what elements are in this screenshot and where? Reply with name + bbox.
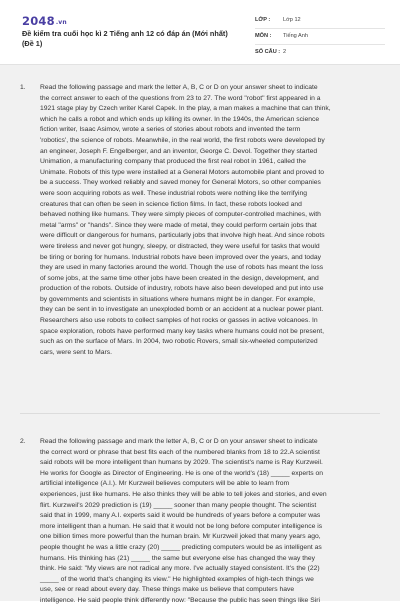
question-divider	[20, 413, 380, 414]
meta-key: LỚP :	[255, 17, 271, 23]
meta-row-class	[255, 12, 385, 29]
question-number: 1.	[20, 84, 26, 91]
question-text: Read the following passage and mark the letter A, B, C or D on your answer sheet to indicate the correct answer to each of the questions from 23 to 27. The word "robot" first appeared in a 1921 stage play by Czech writer Karel Capek. In the play, a man makes a machine that can think, which he calls a robot and which ends up killing its owner. In the 1940s, the American science fiction writer, Isaac Asimov, wrote a series of stories about robots and invented the term 'robotics', the science of robots. Meanwhile, in the real world, the first robots were developed by an engineer, Joseph F. Engelberger, and an inventor, George C. Devol. Together they started Unimation, a manufacturing company that produced the first real robot in 1961, called the Unimate. Robots of this type were installed at a General Motors automobile plant and proved to be a success. They worked reliably and saved money for General Motors, so other companies were soon acquiring robots as well. These industrial robots were nothing like the terrifying creatures that can often be seen in science fiction films. In fact, these robots looked and behaved nothing like humans. They were simply pieces of computer-controlled machines, with metal "arms" or "hands". Since they were made of metal, they could perform certain jobs that were difficult or dangerous for humans, particularly jobs that involve high heat. And since robots were tireless and never got hungry, sleepy, or distracted, they were useful for tasks that would be tiring or boring for humans. Industrial robots have been improved over the years, and today they are used in many factories around the world. Though the use of robots has meant the loss of some jobs, at the same time other jobs have been created in the design, development, and production of the robots. Outside of industry, robots have also been developed and put into use by governments and scientists in situations where humans might be in danger. For example, they can be sent in to investigate an unexploded bomb or an accident at a nuclear power plant. Researchers also use robots to collect samples of hot rocks or gasses in active volcanoes. In space exploration, robots have performed many key tasks where humans could not be present, such as on the surface of Mars. In 2004, two robotic Rovers, small six-wheeled computerized cars, were sent to Mars.	[40, 84, 331, 356]
logo-suffix: .vn	[55, 19, 67, 26]
meta-row-subject	[255, 28, 385, 45]
logo-text: 2048	[22, 14, 55, 28]
meta-value: 2	[283, 49, 287, 55]
meta-value: Lớp 12	[283, 17, 301, 23]
question-number: 2.	[20, 438, 26, 445]
meta-key: SỐ CÂU :	[255, 49, 281, 55]
meta-row-count	[255, 44, 385, 60]
meta-key: MÔN :	[255, 33, 272, 39]
meta-value: Tiếng Anh	[283, 33, 308, 39]
page-title: Đề kiểm tra cuối học kì 2 Tiếng anh 12 có đáp án (Mới nhất) (Đề 1)	[22, 29, 228, 48]
page-header	[0, 0, 400, 64]
question-text: Read the following passage and mark the letter A, B, C or D on your answer sheet to indicate the correct word or phrase that best fits each of the numbered blanks from 18 to 22.A scientist said robots will be more intelligent than humans by 2029. The scientist's name is Ray Kurzweil. He works for Google as Director of Engineering. He is one of the world's (18) _____ experts on artificial intelligence (A.I.). Mr Kurzweil believes computers will be able to learn from experiences, just like humans. He also thinks they will be able to tell jokes and stories, and even flirt. Kurzweil's 2029 prediction is (19) _____ sooner than many people thought. The scientist said that in 1999, many A.I. experts said it would be hundreds of years before a computer was more intelligent than a human. He said that it would not be long before computer intelligence is one billion times more powerful than the human brain. Mr Kurzweil joked that many years ago, people thought he was a little crazy (20) _____ predicting computers would be as intelligent as humans. His thinking has (21) _____ the same but everyone else has changed the way they think. He said: "My views are not radical any more. I've actually stayed consistent. It's the (22) _____ of the world that's changing its view." He highlighted examples of high-tech things we use, see or read about every day. These things make us believe that computers have intelligence. He said people think differently now: "Because the public has seen things like Siri	[40, 438, 327, 604]
question-list	[0, 64, 400, 604]
site-logo[interactable]	[22, 14, 67, 28]
